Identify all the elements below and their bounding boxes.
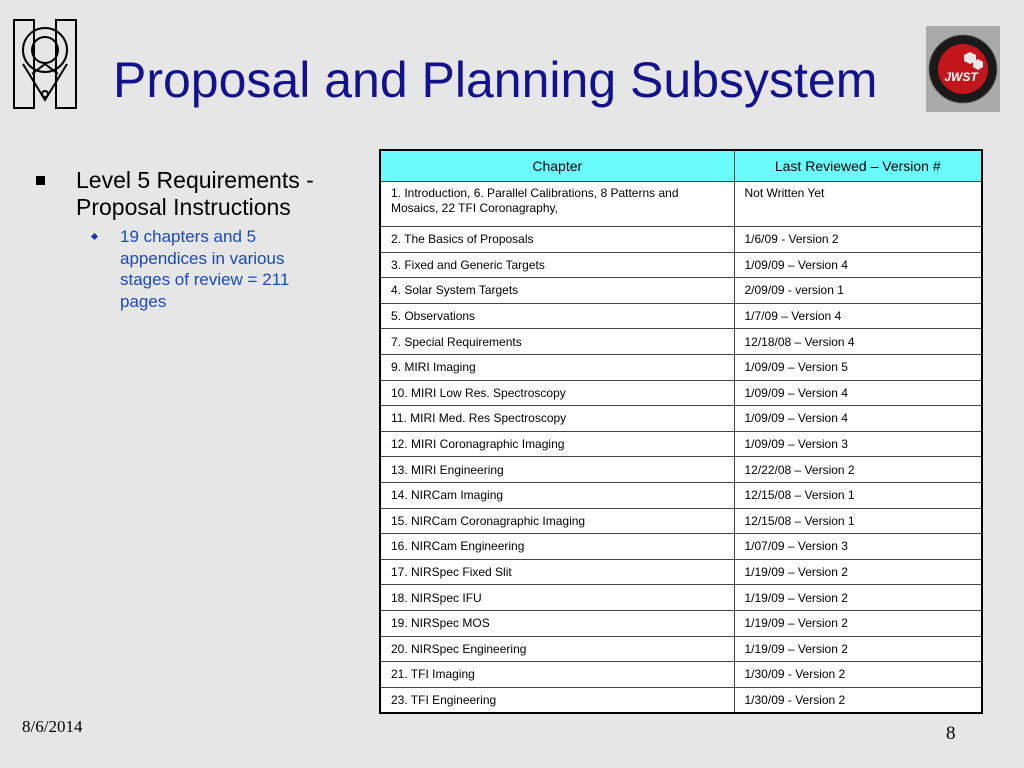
table-row — [380, 482, 982, 508]
version-cell: 1/19/09 – Version 2 — [734, 559, 982, 585]
chapter-cell: 9. MIRI Imaging — [380, 354, 734, 380]
table-row — [380, 303, 982, 329]
version-cell: 1/09/09 – Version 5 — [734, 354, 982, 380]
chapter-cell: 21. TFI Imaging — [380, 662, 734, 688]
table-row — [380, 662, 982, 688]
table-row — [380, 227, 982, 253]
header-chapter: Chapter — [380, 150, 734, 182]
chapter-cell: 13. MIRI Engineering — [380, 457, 734, 483]
header-last-reviewed: Last Reviewed – Version # — [734, 150, 982, 182]
chapter-cell: 16. NIRCam Engineering — [380, 534, 734, 560]
version-cell: 1/6/09 - Version 2 — [734, 227, 982, 253]
version-cell: 12/22/08 – Version 2 — [734, 457, 982, 483]
table-row — [380, 278, 982, 304]
square-bullet-icon — [36, 176, 45, 185]
chapter-cell: 18. NIRSpec IFU — [380, 585, 734, 611]
table-row — [380, 406, 982, 432]
diamond-bullet-icon — [91, 233, 98, 240]
version-cell: 1/09/09 – Version 3 — [734, 431, 982, 457]
table-row — [380, 329, 982, 355]
version-cell: 1/7/09 – Version 4 — [734, 303, 982, 329]
bullet-level-1 — [36, 167, 336, 221]
table-header-row — [380, 150, 982, 182]
version-cell: Not Written Yet — [734, 182, 982, 227]
jwst-logo-text: JWST — [944, 70, 978, 84]
version-cell: 1/19/09 – Version 2 — [734, 636, 982, 662]
version-cell: 1/07/09 – Version 3 — [734, 534, 982, 560]
chapter-cell: 10. MIRI Low Res. Spectroscopy — [380, 380, 734, 406]
version-cell: 1/19/09 – Version 2 — [734, 610, 982, 636]
chapter-cell: 2. The Basics of Proposals — [380, 227, 734, 253]
page-title: Proposal and Planning Subsystem — [113, 52, 878, 108]
version-cell: 1/09/09 – Version 4 — [734, 252, 982, 278]
bullet-text: Level 5 Requirements - Proposal Instructions — [76, 167, 314, 220]
chapter-cell: 12. MIRI Coronagraphic Imaging — [380, 431, 734, 457]
page-number: 8 — [946, 723, 956, 744]
requirements-table — [379, 149, 983, 714]
version-cell: 1/09/09 – Version 4 — [734, 406, 982, 432]
version-cell: 12/18/08 – Version 4 — [734, 329, 982, 355]
table-row — [380, 182, 982, 227]
table-row — [380, 457, 982, 483]
chapter-cell: 5. Observations — [380, 303, 734, 329]
chapter-cell: 14. NIRCam Imaging — [380, 482, 734, 508]
chapter-cell: 15. NIRCam Coronagraphic Imaging — [380, 508, 734, 534]
version-cell: 12/15/08 – Version 1 — [734, 482, 982, 508]
table-row — [380, 354, 982, 380]
chapter-cell: 19. NIRSpec MOS — [380, 610, 734, 636]
table-row — [380, 252, 982, 278]
version-cell: 1/30/09 - Version 2 — [734, 687, 982, 713]
version-cell: 12/15/08 – Version 1 — [734, 508, 982, 534]
jwst-logo — [926, 26, 1000, 112]
chapter-cell: 1. Introduction, 6. Parallel Calibrations, 8 Patterns and Mosaics, 22 TFI Coronagraphy, — [380, 182, 734, 227]
table-row — [380, 687, 982, 713]
bullet-level-2 — [90, 226, 330, 312]
table-row — [380, 534, 982, 560]
chapter-cell: 20. NIRSpec Engineering — [380, 636, 734, 662]
chapter-cell: 23. TFI Engineering — [380, 687, 734, 713]
chapter-cell: 4. Solar System Targets — [380, 278, 734, 304]
chapter-cell: 11. MIRI Med. Res Spectroscopy — [380, 406, 734, 432]
sub-bullet-text: 19 chapters and 5 appendices in various stages of review = 211 pages — [120, 227, 290, 311]
table-row — [380, 559, 982, 585]
footer-date: 8/6/2014 — [22, 717, 83, 736]
version-cell: 1/30/09 - Version 2 — [734, 662, 982, 688]
table-row — [380, 380, 982, 406]
version-cell: 1/09/09 – Version 4 — [734, 380, 982, 406]
version-cell: 2/09/09 - version 1 — [734, 278, 982, 304]
table-row — [380, 431, 982, 457]
chapter-cell: 7. Special Requirements — [380, 329, 734, 355]
table-row — [380, 636, 982, 662]
table-row — [380, 585, 982, 611]
chapter-cell: 3. Fixed and Generic Targets — [380, 252, 734, 278]
stsci-logo — [10, 14, 80, 114]
table-row — [380, 610, 982, 636]
table-row — [380, 508, 982, 534]
version-cell: 1/19/09 – Version 2 — [734, 585, 982, 611]
chapter-cell: 17. NIRSpec Fixed Slit — [380, 559, 734, 585]
